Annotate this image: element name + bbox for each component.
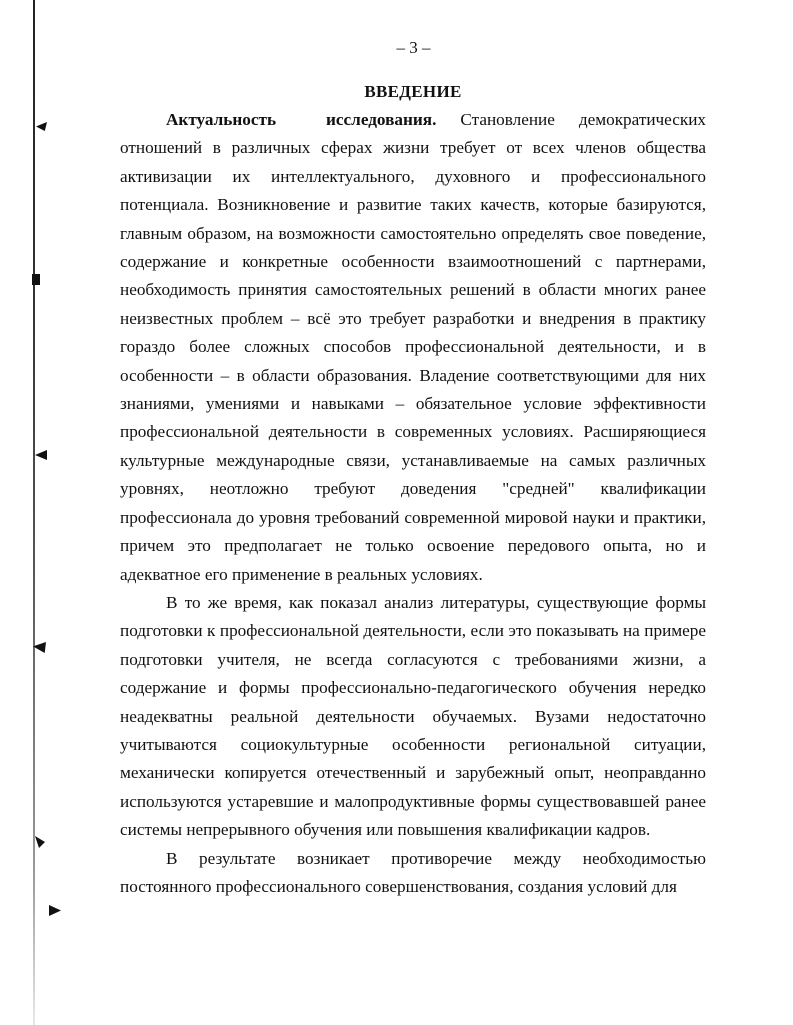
scan-margin-line xyxy=(33,0,35,1025)
page-number: – 3 – xyxy=(396,38,431,57)
paragraph-2: В то же время, как показал анализ литературы, существующие формы подготовки к профессиональной деятельности, если это показывать на примере подготовки учителя, не всегда согласуются с требованиями жизни, а содержание и формы профессионально-педагогического обучения нередко неадекватны реальной деятельности обучаемых. Вузами недостаточно учитываются социокультурные особенности региональной ситуации, механически копируется отечественный и зарубежный опыт, неоправданно используются устаревшие и малопродуктивные формы существовавшей ранее системы непрерывного обучения или повышения квалификации кадров. xyxy=(120,592,706,840)
document-body xyxy=(120,106,706,901)
section-heading: ВВЕДЕНИЕ xyxy=(364,82,462,101)
paragraph-3: В результате возникает противоречие между необходимостью постоянного профессионального совершенствования, создания условий для xyxy=(120,848,706,896)
scan-artifact-mark xyxy=(49,905,61,916)
scan-artifact-mark xyxy=(35,450,47,460)
paragraph-lead: Актуальность исследования. xyxy=(166,110,437,129)
scan-artifact-mark xyxy=(32,274,40,285)
paragraph-1-text: Становление демократических отношений в различных сферах жизни требует от всех членов общества активизации их интеллектуального, духовного и профессионального потенциала. Возникновение и развитие таких качеств, которые базируются, главным образом, на возможности самостоятельно определять свое поведение, содержание и конкретные особенности взаимоотношений с партнерами, необходимость принятия самостоятельных решений в области многих ранее неизвестных проблем – всё это требует разработки и внедрения в практику гораздо более сложных способов профессиональной деятельности, и в особенности – в области образования. Владение соответствующими для них знаниями, умениями и навыками – обязательное условие эффективности профессиональной деятельности в современных условиях. Расширяющиеся культурные международные связи, устанавливаемые на самых различных уровнях, неотложно требуют доведения "средней" квалификации профессионала до уровня требований современной мировой науки и практики, причем это предполагает не только освоение передового опыта, но и адекватное его применение в реальных условиях. xyxy=(120,110,707,584)
scan-artifact-mark xyxy=(36,122,47,131)
paragraph-1 xyxy=(120,106,706,589)
scan-artifact-mark xyxy=(35,836,45,848)
